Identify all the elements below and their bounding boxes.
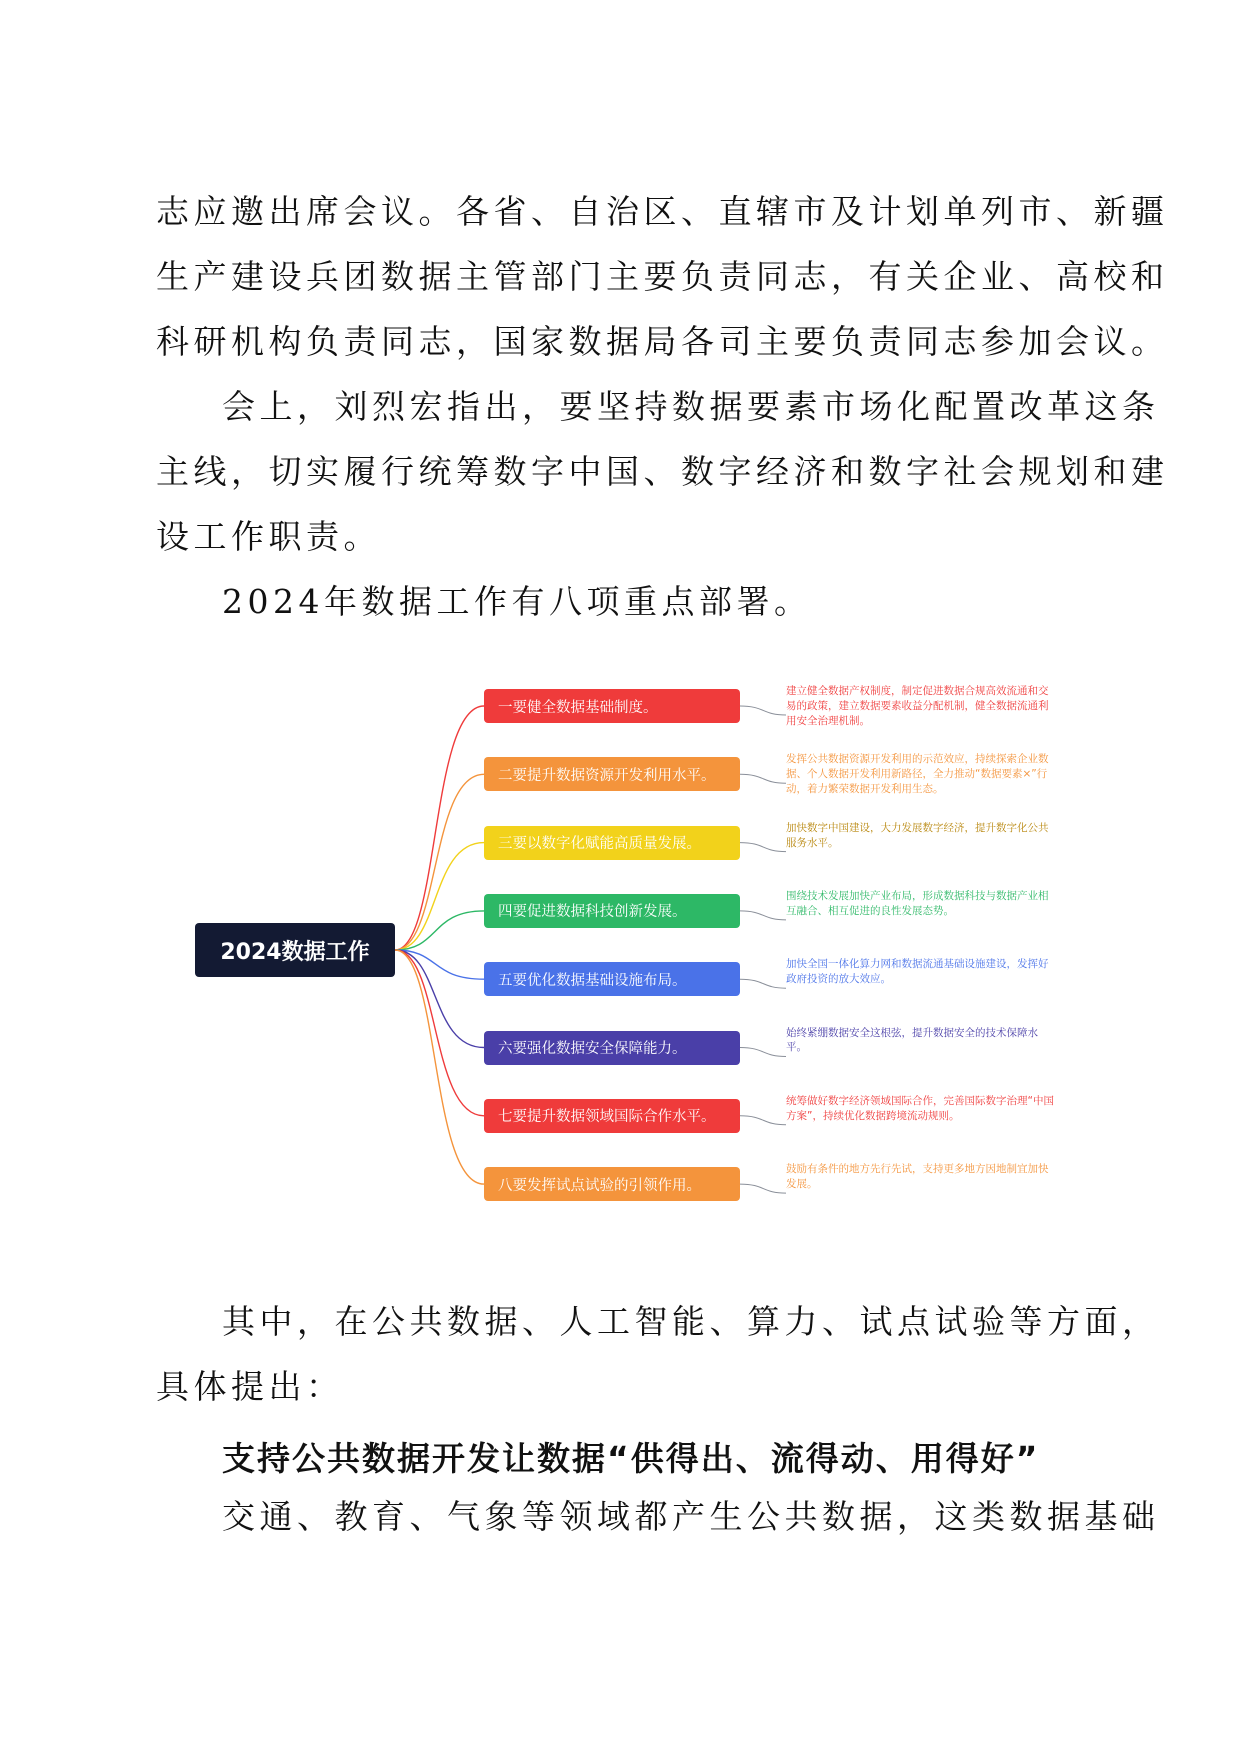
text-line: 生产建设兵团数据主管部门主要负责同志，有关企业、高校和: [156, 257, 1169, 296]
mind-map-branch-description: 发挥公共数据资源开发利用的示范效应，持续探索企业数据、个人数据开发利用新路径，全力推动“数据要素×”行动，着力繁荣数据开发利用生态。: [786, 753, 1049, 796]
mind-map-figure: [190, 670, 1070, 1250]
text-line: 其中，在公共数据、人工智能、算力、试点试验等方面，: [222, 1302, 1160, 1341]
mind-map-branch-description: 始终紧绷数据安全这根弦，提升数据安全的技术保障水平。: [786, 1026, 1038, 1054]
text-line: 设工作职责。: [156, 517, 381, 556]
connector-root-to-branch: [395, 706, 484, 950]
text-line: 科研机构负责同志，国家数据局各司主要负责同志参加会议。: [156, 322, 1169, 361]
text-line: 主线，切实履行统筹数字中国、数字经济和数字社会规划和建: [156, 452, 1169, 491]
mind-map-branch-4: 四要促进数据科技创新发展。: [484, 894, 740, 928]
connector-root-to-branch: [395, 950, 484, 979]
text-line: 会上，刘烈宏指出，要坚持数据要素市场化配置改革这条: [222, 387, 1160, 426]
connector-root-to-branch: [395, 950, 484, 1184]
mind-map-root: 2024数据工作: [195, 923, 395, 977]
text-line: 志应邀出席会议。各省、自治区、直辖市及计划单列市、新疆: [156, 192, 1169, 231]
text-line: 具体提出：: [156, 1367, 344, 1406]
connector-root-to-branch: [395, 950, 484, 1116]
paragraph-3: 2024年数据工作有八项重点部署。: [222, 582, 812, 621]
connector-branch-to-description: [740, 911, 786, 920]
mind-map-branch-description: 加快数字中国建设，大力发展数字经济，提升数字化公共服务水平。: [786, 821, 1049, 849]
mind-map-branch-2: 二要提升数据资源开发利用水平。: [484, 757, 740, 791]
connector-branch-to-description: [740, 1048, 786, 1057]
connector-branch-to-description: [740, 979, 786, 988]
connector-branch-to-description: [740, 843, 786, 852]
mind-map-branch-1: 一要健全数据基础制度。: [484, 689, 740, 723]
mind-map-branch-3: 三要以数字化赋能高质量发展。: [484, 826, 740, 860]
mind-map-branch-5: 五要优化数据基础设施布局。: [484, 962, 740, 996]
connector-branch-to-description: [740, 1116, 786, 1125]
connector-branch-to-description: [740, 774, 786, 783]
paragraph-5: 交通、教育、气象等领域都产生公共数据，这类数据基础: [222, 1497, 1160, 1536]
section-heading: 支持公共数据开发让数据“供得出、流得动、用得好”: [222, 1439, 1040, 1478]
connector-root-to-branch: [395, 843, 484, 950]
connector-branch-to-description: [740, 706, 786, 715]
mind-map-branch-description: 统筹做好数字经济领域国际合作，完善国际数字治理“中国方案”，持续优化数据跨境流动规则。: [786, 1094, 1054, 1122]
mind-map-branch-8: 八要发挥试点试验的引领作用。: [484, 1167, 740, 1201]
mind-map-branch-description: 围绕技术发展加快产业布局，形成数据科技与数据产业相互融合、相互促进的良性发展态势。: [786, 889, 1049, 917]
mind-map-branch-description: 加快全国一体化算力网和数据流通基础设施建设，发挥好政府投资的放大效应。: [786, 958, 1049, 986]
connector-root-to-branch: [395, 774, 484, 950]
mind-map-branch-6: 六要强化数据安全保障能力。: [484, 1031, 740, 1065]
mind-map-branch-description: 鼓励有条件的地方先行先试，支持更多地方因地制宜加快发展。: [786, 1163, 1049, 1190]
mind-map-branch-7: 七要提升数据领域国际合作水平。: [484, 1099, 740, 1133]
connector-branch-to-description: [740, 1184, 786, 1193]
mind-map-branch-description: 建立健全数据产权制度，制定促进数据合规高效流通和交易的政策，建立数据要素收益分配机制，健全数据流通利用安全治理机制。: [786, 685, 1049, 727]
connector-root-to-branch: [395, 950, 484, 1048]
